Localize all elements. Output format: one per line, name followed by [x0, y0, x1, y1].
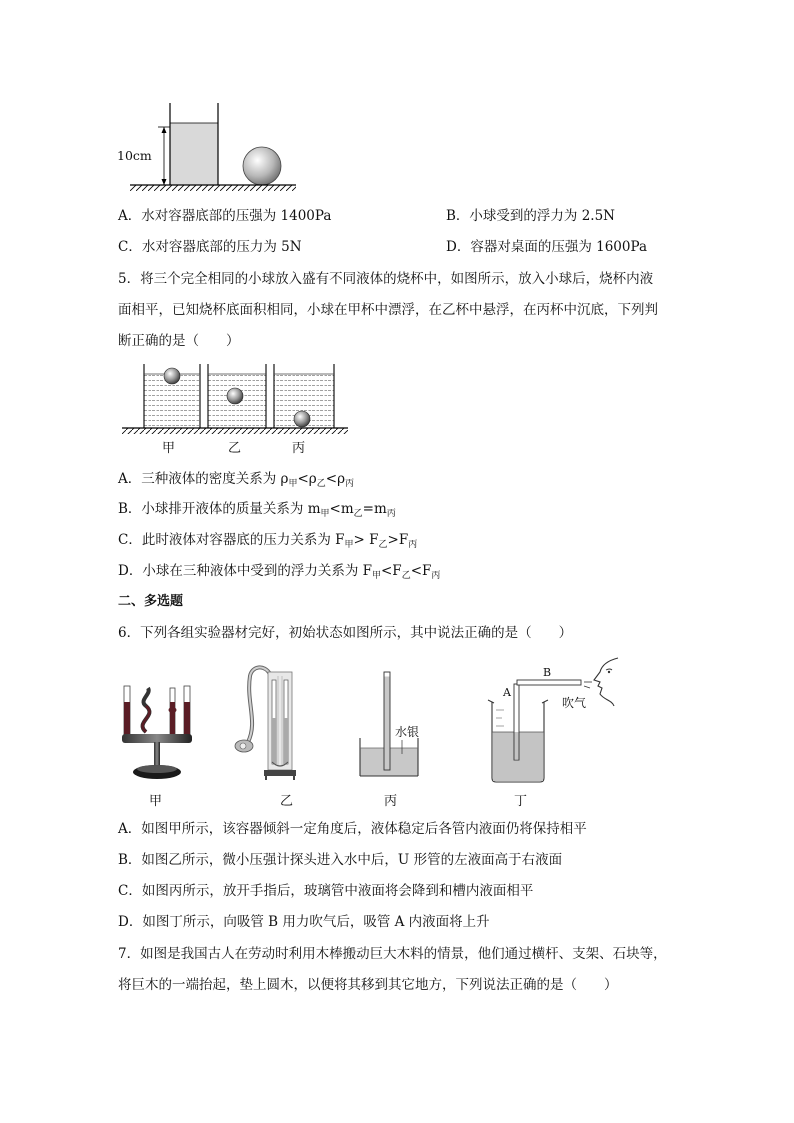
apparatus-label-jia: 甲 [149, 794, 163, 809]
mercury-label: 水银 [395, 725, 420, 739]
q6-option-b: B．如图乙所示，微小压强计探头进入水中后，U 形管的左液面高于右液面 [118, 852, 563, 868]
figure-three-beakers [120, 358, 350, 440]
q7-stem-line-2: 将巨木的一端抬起，垫上圆木，以便将其移到其它地方，下列说法正确的是（ ） [118, 977, 618, 993]
q4-option-b: B．小球受到的浮力为 2.5N [446, 208, 615, 224]
figure-pressure-gauge [230, 662, 310, 782]
tube-a-label: A [503, 686, 511, 699]
height-label: 10cm [117, 148, 152, 163]
q4-option-c: C．水对容器底部的压力为 5N [118, 239, 302, 255]
q5-stem-line-3: 断正确的是（ ） [118, 333, 240, 349]
q5-stem-line-2: 面相平，已知烧杯底面积相同，小球在甲杯中漂浮，在乙杯中悬浮，在丙杯中沉底，下列判 [118, 302, 658, 318]
beaker-label-bing: 丙 [292, 441, 306, 456]
figure-connected-vessel [118, 680, 200, 784]
ball [243, 147, 281, 185]
container-water [170, 123, 218, 185]
apparatus-label-bing: 丙 [384, 794, 398, 809]
q6-option-c: C．如图丙所示，放开手指后，玻璃管中液面将会降到和槽内液面相平 [118, 883, 534, 899]
q5-option-d: D．小球在三种液体中受到的浮力关系为 $F_甲<F_乙<F_丙$ [118, 563, 441, 581]
figure-straw-beaker [484, 650, 624, 784]
q5-option-a: A．三种液体的密度关系为 $\rho_甲<\rho_乙<\rho_丙$ [118, 471, 355, 489]
q6-stem: 6．下列各组实验器材完好，初始状态如图所示，其中说法正确的是（ ） [118, 625, 573, 641]
beaker-label-yi: 乙 [228, 441, 242, 456]
tube-b-label: B [543, 666, 552, 679]
q6-option-d: D．如图丁所示，向吸管 B 用力吹气后，吸管 A 内液面将上升 [118, 914, 490, 930]
ball-jia [164, 368, 180, 384]
apparatus-label-ding: 丁 [514, 794, 528, 809]
beaker-label-jia: 甲 [162, 441, 176, 456]
figure-container-and-ball [112, 95, 302, 195]
apparatus-label-yi: 乙 [280, 794, 294, 809]
q5-option-c: C．此时液体对容器底的压力关系为 $F_甲> F_乙>F_丙$ [118, 532, 418, 550]
q6-option-a: A．如图甲所示，该容器倾斜一定角度后，液体稳定后各管内液面仍将保持相平 [118, 821, 587, 837]
q4-option-d: D．容器对桌面的压强为 1600Pa [446, 239, 647, 255]
section-title-multiple-choice: 二、多选题 [118, 594, 184, 609]
q5-stem-line-1: 5．将三个完全相同的小球放入盛有不同液体的烧杯中，如图所示，放入小球后，烧杯内液 [118, 271, 654, 287]
q4-option-a: A．水对容器底部的压强为 1400Pa [118, 208, 332, 224]
ball-bing [294, 411, 310, 427]
ball-yi [227, 388, 243, 404]
q5-option-b: B．小球排开液体的质量关系为 $m_甲<m_乙=m_丙$ [118, 501, 396, 519]
q7-stem-line-1: 7．如图是我国古人在劳动时利用木棒搬动巨大木料的情景，他们通过横杆、支架、石块等， [118, 946, 667, 962]
blow-label: 吹气 [562, 696, 587, 710]
